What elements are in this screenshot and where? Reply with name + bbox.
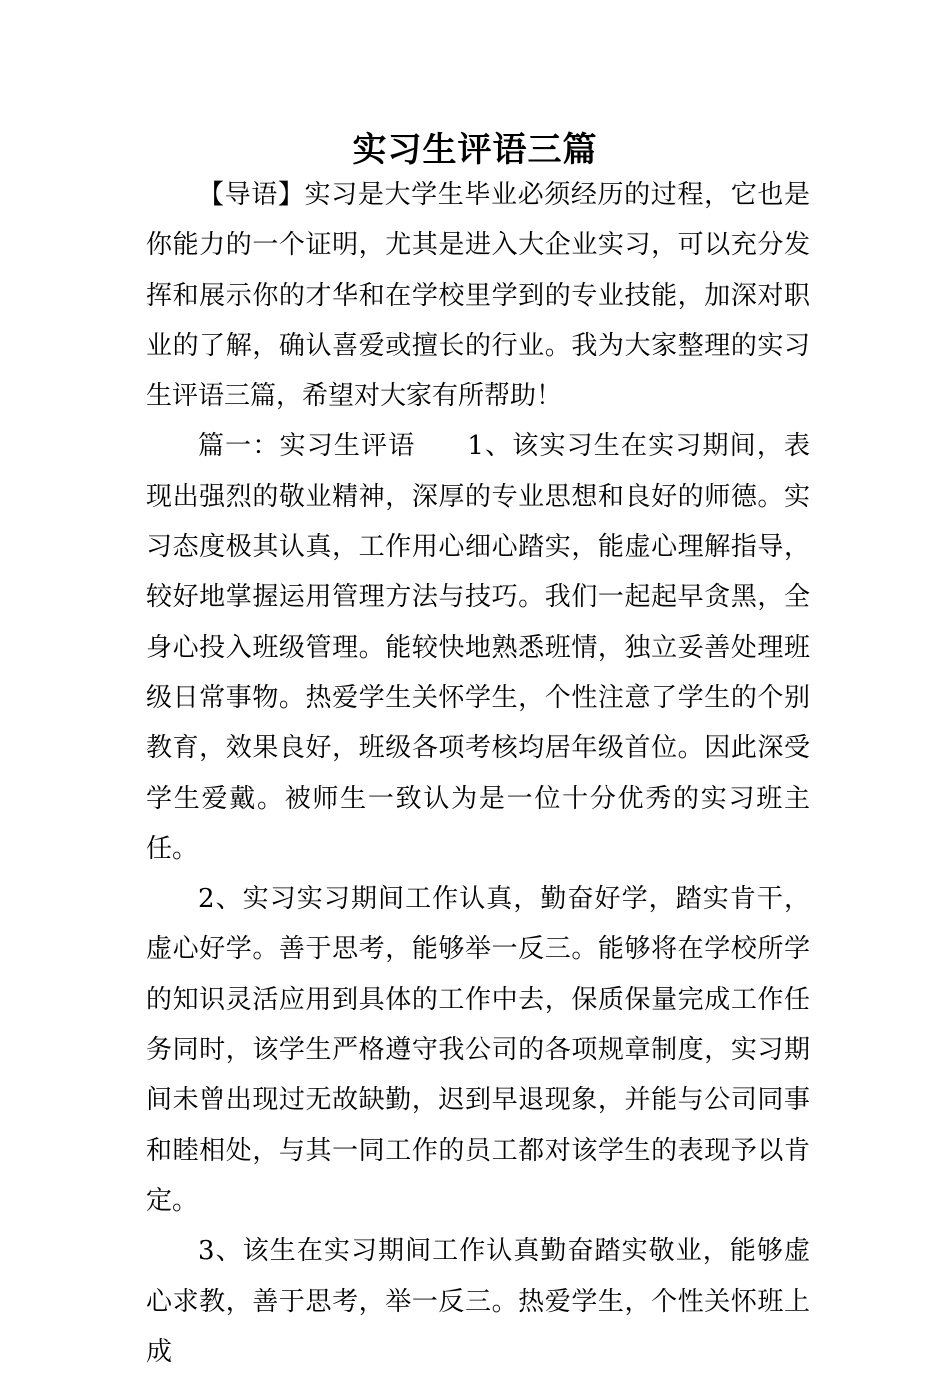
document-body <box>146 170 810 1377</box>
intro-paragraph: 【导语】实习是大学生毕业必须经历的过程，它也是你能力的一个证明，尤其是进入大企业实习，可以充分发挥和展示你的才华和在学校里学到的专业技能，加深对职业的了解，确认喜爱或擅长的行业。我为大家整理的实习生评语三篇，希望对大家有所帮助！ <box>146 180 810 412</box>
section1-heading: 篇一：实习生评语 <box>198 431 416 462</box>
item1-text: 1、该实习生在实习期间，表现出强烈的敬业精神，深厚的专业思想和良好的师德。实习态度极其认真，工作用心细心踏实，能虚心理解指导，较好地掌握运用管理方法与技巧。我们一起起早贪黑，全身心投入班级管理。能较快地熟悉班情，独立妥善处理班级日常事物。热爱学生关怀学生，个性注意了学生的个别教育，效果良好，班级各项考核均居年级首位。因此深受学生爱戴。被师生一致认为是一位十分优秀的实习班主任。 <box>146 431 810 864</box>
document-title: 实习生评语三篇 <box>352 130 598 170</box>
section1-paragraph <box>146 421 810 874</box>
item2-paragraph: 2、实习实习期间工作认真，勤奋好学，踏实肯干，虚心好学。善于思考，能够举一反三。能够将在学校所学的知识灵活应用到具体的工作中去，保质保量完成工作任务同时，该学生严格遵守我公司的各项规章制度，实习期间未曾出现过无故缺勤，迟到早退现象，并能与公司同事和睦相处，与其一同工作的员工都对该学生的表现予以肯定。 <box>146 884 810 1216</box>
item3-paragraph: 3、该生在实习期间工作认真勤奋踏实敬业，能够虚心求教，善于思考，举一反三。热爱学生，个性关怀班上成 <box>146 1236 810 1367</box>
